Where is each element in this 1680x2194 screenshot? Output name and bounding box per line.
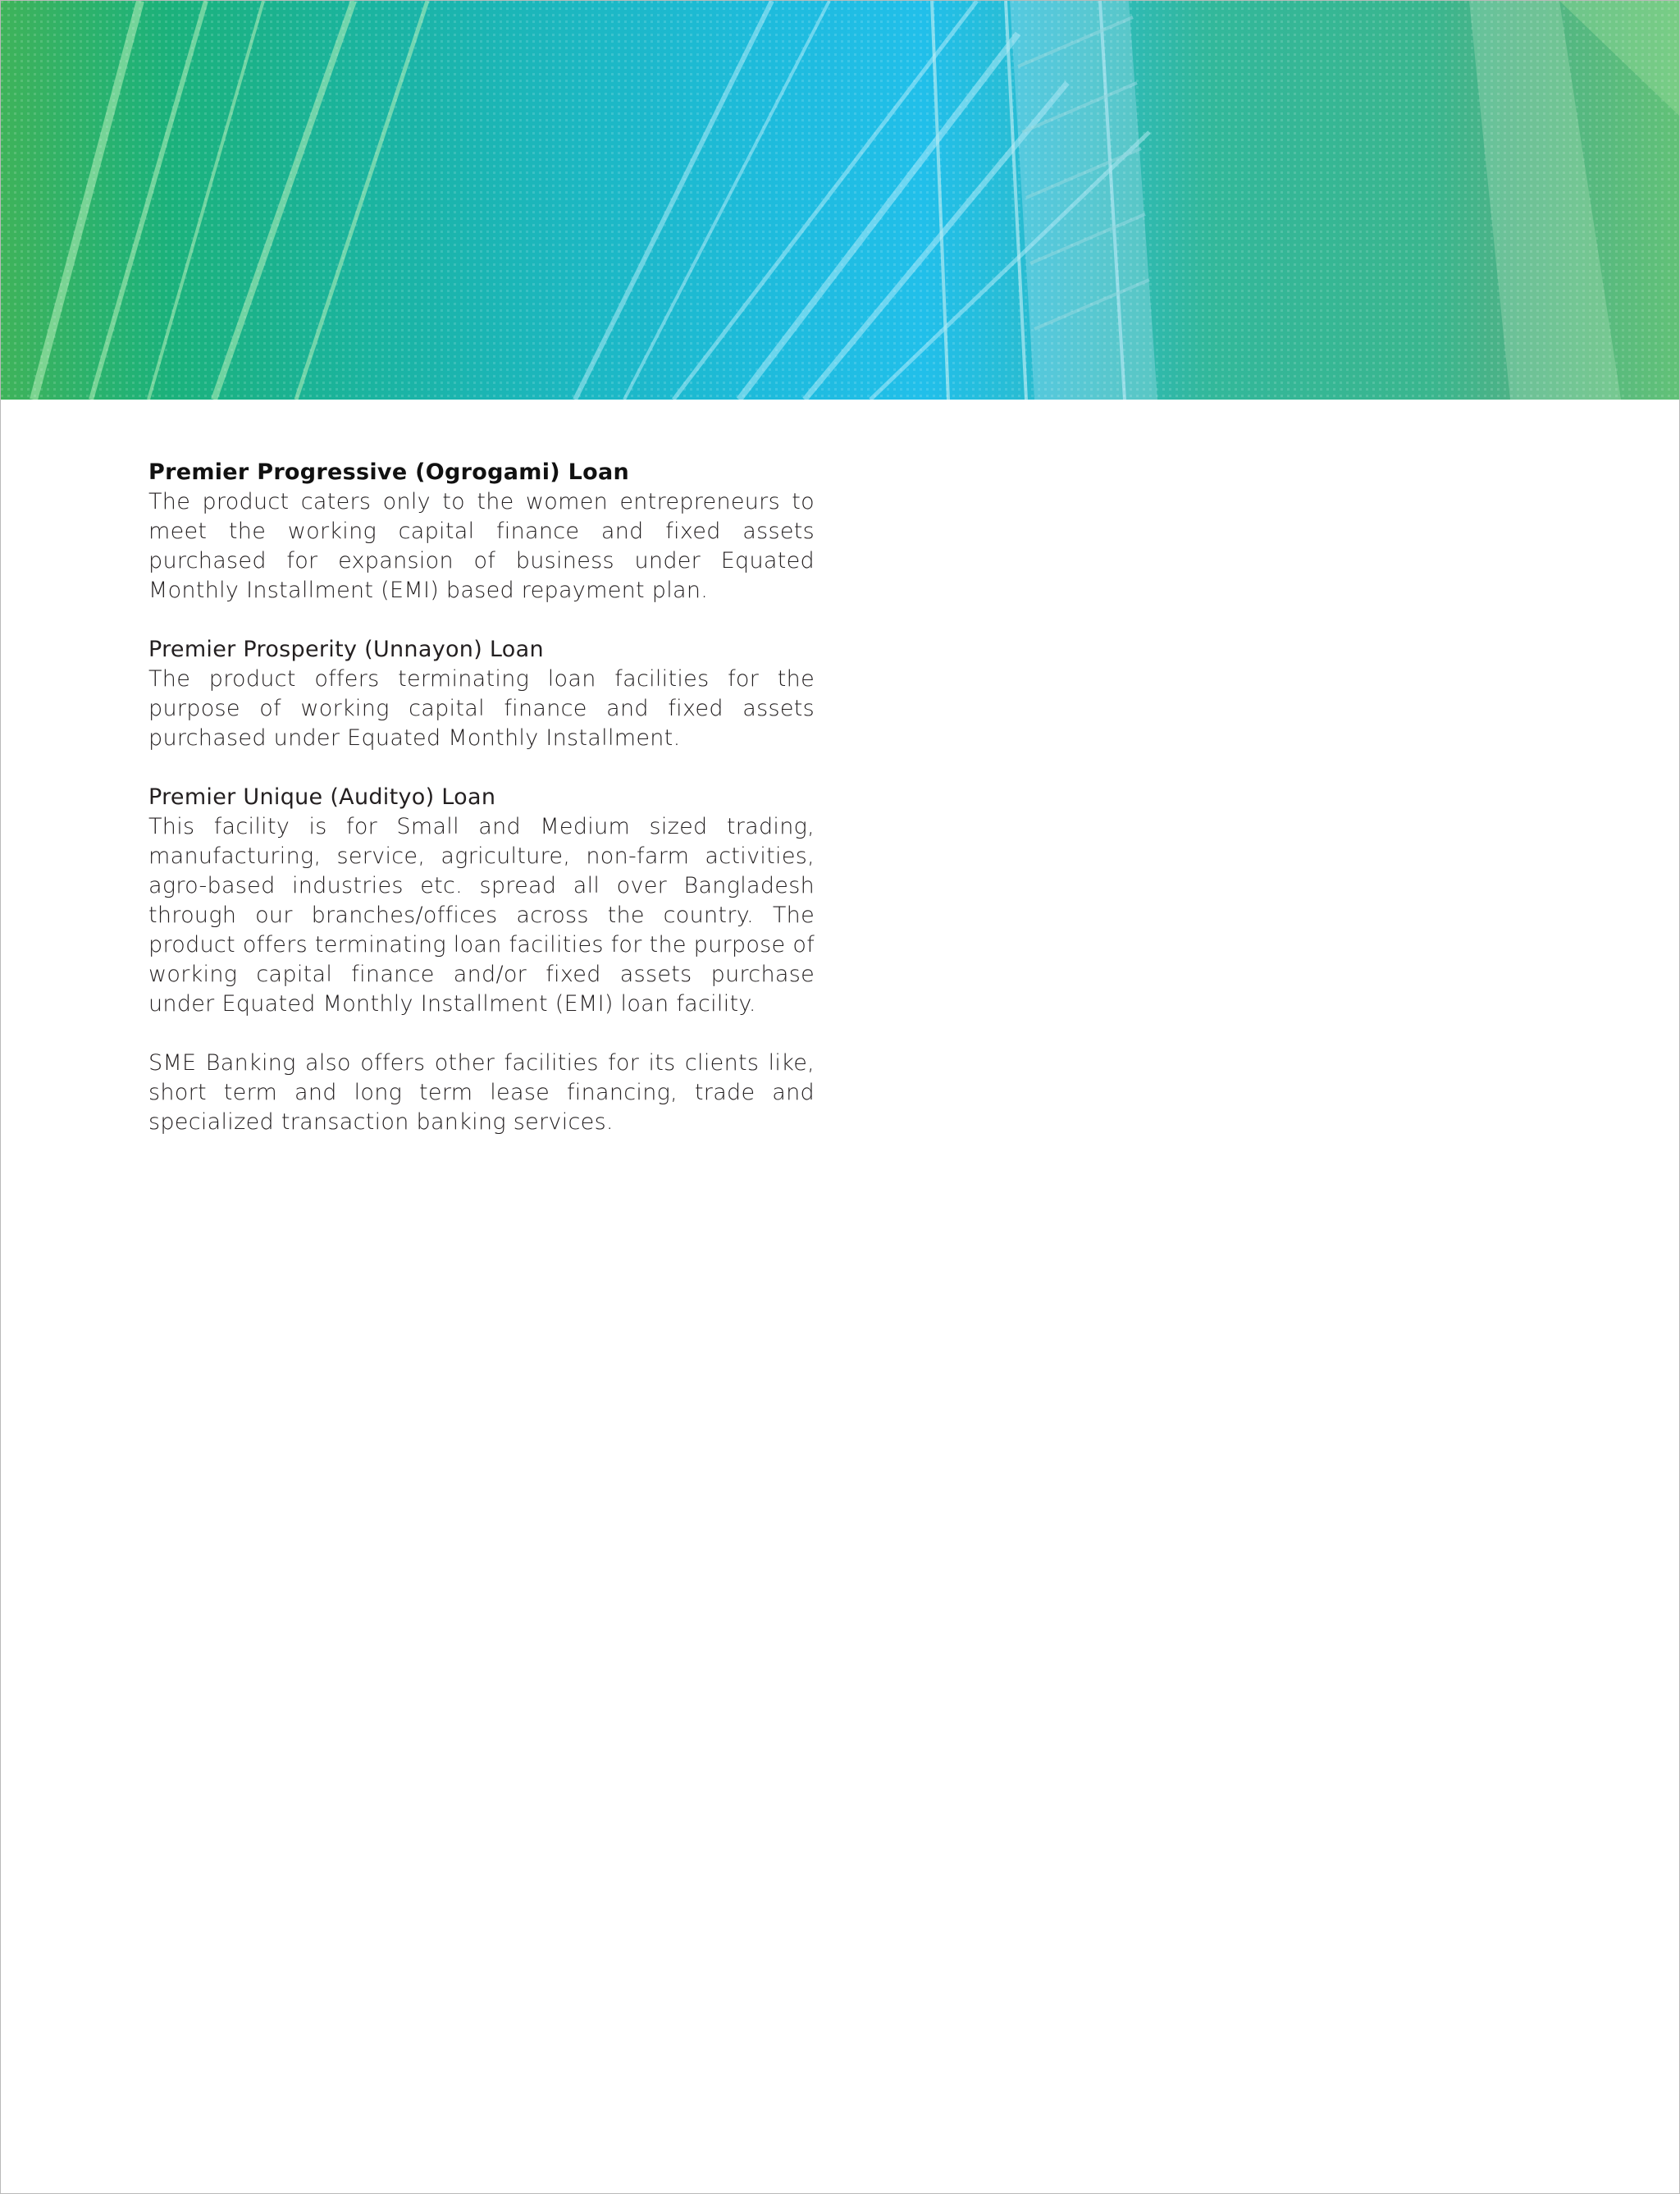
loan-section-unnayon	[148, 635, 815, 753]
closing-section	[148, 1049, 815, 1137]
section-body: This facility is for Small and Medium sized trading, manufacturing, service, agriculture, non-farm activities, agro-based industries etc. spread all over Bangladesh through our branches/offices across the country. The product offers terminating loan facilities for the purpose of working capital finance and/or fixed assets purchase under Equated Monthly Installment (EMI) loan facility.	[148, 814, 815, 1017]
section-body: The product offers terminating loan facilities for the purpose of working capital finance and fixed assets purchased under Equated Monthly Installment.	[148, 666, 815, 751]
section-title: Premier Unique (Audityo) Loan	[148, 784, 496, 810]
header-banner-image	[1, 1, 1679, 400]
section-body: The product caters only to the women entrepreneurs to meet the working capital finance and fixed assets purchased for expansion of business under Equated Monthly Installment (EMI) based repayment plan.	[148, 489, 815, 603]
document-body	[148, 458, 815, 1167]
section-title: Premier Prosperity (Unnayon) Loan	[148, 637, 544, 662]
loan-section-audityo	[148, 783, 815, 1019]
glass-building-graphic	[1, 1, 1679, 400]
section-title: Premier Progressive (Ogrogami) Loan	[148, 459, 630, 485]
loan-section-ogrogami	[148, 458, 815, 606]
closing-paragraph: SME Banking also offers other facilities for its clients like, short term and long term lease financing, trade and specialized transaction banking services.	[148, 1050, 815, 1135]
